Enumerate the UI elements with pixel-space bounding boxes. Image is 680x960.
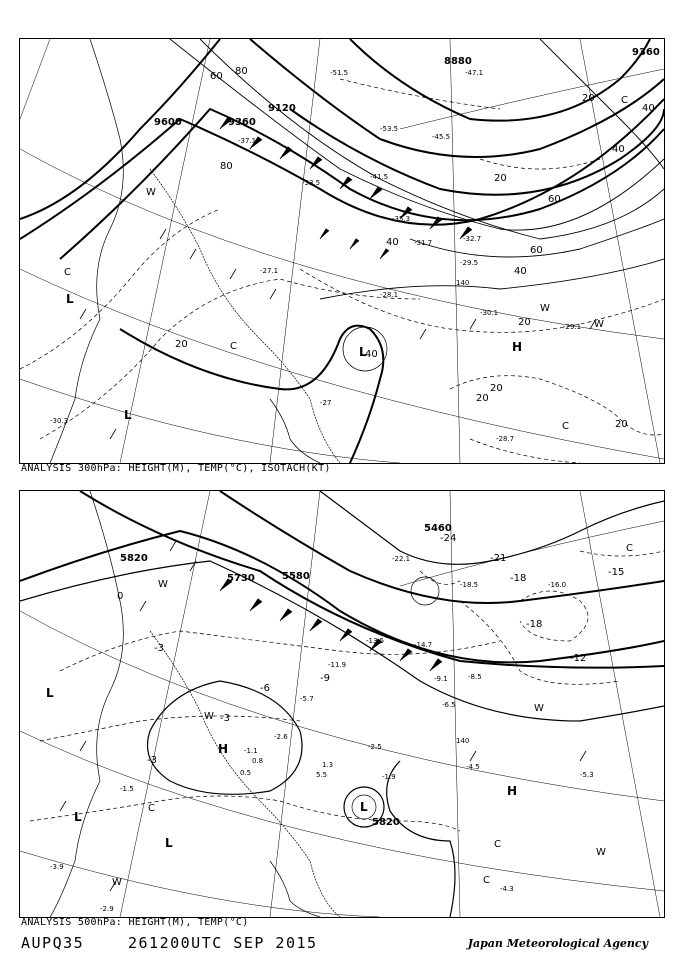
height-label-5460: 5460 [424,523,452,534]
map-panel-300hpa [19,38,665,464]
temp-label: -22.1 [392,555,411,563]
isotherm-label: -3 [220,713,230,724]
height-label-9120: 9120 [268,103,296,114]
warm-region-label: W [540,303,550,314]
temp-label: -33.5 [302,179,321,187]
temp-label: -32.7 [463,235,482,243]
graticule [20,491,664,917]
map-500hpa-svg [20,491,664,917]
height-contours [20,39,664,463]
temp-label: -8.5 [468,673,482,681]
isotach-label: 40 [514,266,527,277]
low-pressure-symbol: L [66,292,74,306]
cold-region-label: C [621,95,628,106]
low-pressure-symbol: L [124,408,132,422]
isotherm-label: -9 [320,673,330,684]
isotherm-label: -24 [440,533,457,544]
low-center-circle-north [411,577,439,605]
isotach-label: 60 [210,71,223,82]
low-pressure-symbol: L [74,810,82,824]
cold-region-label: C [626,543,633,554]
isotach-label: 60 [548,194,561,205]
isotach-label: 20 [175,339,188,350]
temp-label: -1.9 [382,773,396,781]
warm-region-label: W [146,187,156,198]
isotherm-label: -15 [608,567,625,578]
isotherm-lines [20,79,664,463]
temp-label: -27.1 [260,267,279,275]
temp-label: -16.0 [548,581,567,589]
temp-label: -5.7 [300,695,314,703]
height-label-9360-east: 9360 [632,47,660,58]
isotach-label: 60 [530,245,543,256]
grid-longitude-mark: 140 [456,737,470,745]
warm-region-label: W [594,319,604,330]
height-label-8880: 8880 [444,56,472,67]
panel-caption-300hpa: ANALYSIS 300hPa: HEIGHT(M), TEMP(°C), ISOTACH(KT) [21,463,331,474]
map-panel-500hpa [19,490,665,918]
temp-label: -5.3 [580,771,594,779]
temp-label: 5.5 [316,771,328,779]
temp-label: -28.1 [380,291,399,299]
temp-label: -1.1 [244,747,258,755]
height-label-5820-south: 5820 [372,817,400,828]
isotherm-label: -21 [490,553,507,564]
temp-label: -3.9 [50,863,64,871]
graticule [20,39,664,463]
valid-time: 261200UTC SEP 2015 [128,934,318,952]
temp-label: -13.5 [366,637,385,645]
temp-label: -35.3 [392,215,411,223]
temp-label: -29.1 [563,323,582,331]
product-code: AUPQ35 [21,934,85,952]
temp-label: -30.1 [480,309,499,317]
height-label-9600: 9600 [154,117,182,128]
warm-region-label: W [158,579,168,590]
temp-label: -27 [320,399,332,407]
temp-label: -4.5 [466,763,480,771]
temp-label: 0.8 [252,757,264,765]
isotach-label: 20 [494,173,507,184]
height-label-5730: 5730 [227,573,255,584]
warm-region-label: W [112,877,122,888]
isotach-label: 40 [386,237,399,248]
warm-region-label: W [534,703,544,714]
temp-label: 1.3 [322,761,334,769]
isotach-label: 20 [490,383,503,394]
temp-label: -9.1 [434,675,448,683]
cold-region-label: C [230,341,237,352]
isotach-label: 20 [518,317,531,328]
isotherm-label: -18 [526,619,543,630]
high-pressure-symbol: H [512,340,523,354]
height-label-9360: 9360 [228,117,256,128]
wind-barbs [60,541,586,891]
grid-longitude-mark: 140 [456,279,470,287]
isotherm-label: -3 [147,755,157,766]
low-pressure-symbol: L [165,836,173,850]
temp-label: -31.7 [414,239,433,247]
cold-region-label: C [64,267,71,278]
high-pressure-symbol: H [507,784,518,798]
isotherm-label: -6 [260,683,270,694]
isotach-label: 20 [615,419,628,430]
cold-region-label: C [494,839,501,850]
agency-credit: Japan Meteorological Agency [467,937,648,950]
isotherm-label: 0 [117,591,124,602]
temp-label: -37.1 [238,137,257,145]
height-label-5580: 5580 [282,571,310,582]
isotach-label: 80 [220,161,233,172]
temp-label: -53.5 [380,125,399,133]
isotach-label: 40 [365,349,378,360]
temp-label: -47.1 [465,69,484,77]
temp-label: -45.5 [432,133,451,141]
isotach-label: 40 [642,103,655,114]
temp-label: -11.9 [328,661,347,669]
height-label-5820-west: 5820 [120,553,148,564]
low-pressure-symbol: L [360,800,368,814]
temp-label: -4.3 [500,885,514,893]
temp-label: -14.7 [414,641,433,649]
isotherm-label: -12 [570,653,587,664]
temp-label: 0.5 [240,769,252,777]
temp-label: -41.5 [370,173,389,181]
panel-caption-500hpa: ANALYSIS 500hPa: HEIGHT(M), TEMP(°C) [21,917,249,928]
temp-label: -51.5 [330,69,349,77]
temp-label: -2.5 [368,743,382,751]
temp-label: -6.5 [442,701,456,709]
temp-label: -2.9 [100,905,114,913]
cold-region-label: C [148,803,155,814]
isotach-label: 40 [612,144,625,155]
cold-region-label: C [562,421,569,432]
isotherm-label: -18 [510,573,527,584]
temp-label: -30.3 [50,417,69,425]
isotach-label: 20 [582,93,595,104]
isotach-lines [170,39,664,299]
isotach-label: 80 [235,66,248,77]
warm-region-label: W [596,847,606,858]
isotherm-label: -3 [154,643,164,654]
warm-region-label: W [204,711,214,722]
high-pressure-symbol: H [218,742,229,756]
height-contours-thin [20,491,664,917]
temp-label: -1.5 [120,785,134,793]
low-pressure-symbol: L [46,686,54,700]
map-300hpa-svg [20,39,664,463]
low-pressure-symbol: L [359,345,367,359]
temp-label: -18.5 [460,581,479,589]
isotach-label: 20 [476,393,489,404]
temp-label: -28.7 [496,435,515,443]
temp-label: -2.6 [274,733,288,741]
temp-label: -29.5 [460,259,479,267]
cold-region-label: C [483,875,490,886]
